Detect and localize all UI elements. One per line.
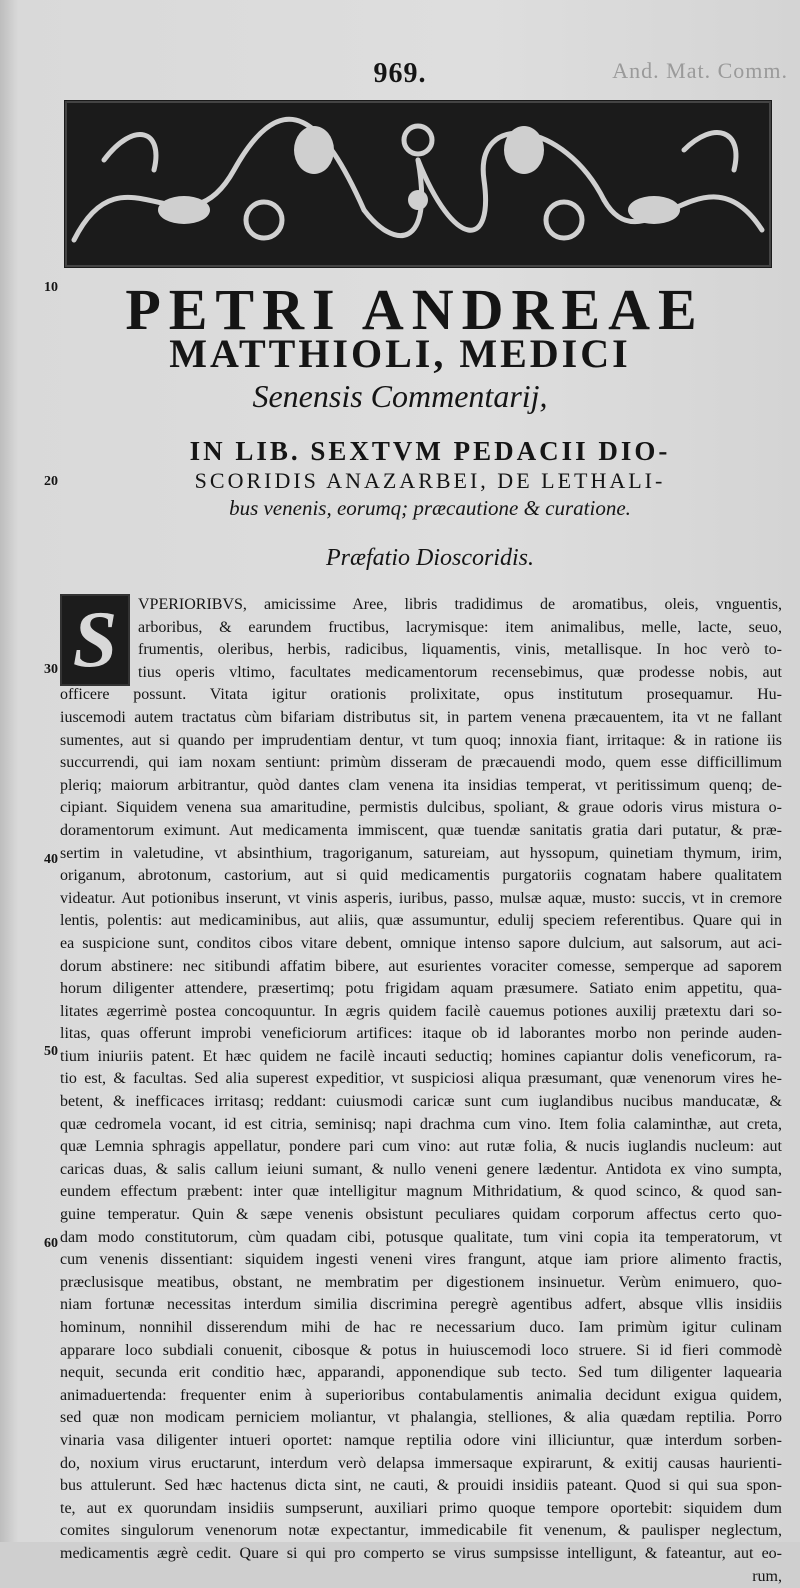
- text-line: ea suspicione sunt, conditos cibos vitare debent, omnique intenso sapore dulcium, aut salsorum, aut aci-: [60, 934, 782, 952]
- text-line: apparare loco subdiali conuenit, cibosque & potus in huiuscemodi loco struere. Si id fieri commodè: [60, 1341, 782, 1359]
- text-line: frumentis, oleribus, herbis, radicibus, liquamentis, vinis, metallisque. In hoc verò to-: [138, 641, 782, 659]
- title-line-5: SCORIDIS ANAZARBEI, DE LETHALI-: [194, 468, 666, 493]
- text-line: sumentes, aut si quando per imprudentiam dentur, vt tum quoq; innoxia fiant, irritaque: & in ratione iis: [60, 731, 782, 749]
- text-line: comites singulorum venenorum notæ expectantur, immedicabile fit venenum, & paulisper neglectum,: [60, 1522, 782, 1540]
- text-line: lentis, polentis: aut medicaminibus, aut aliis, quæ assumuntur, edulij speciem referentibus. Quare qui in: [60, 912, 782, 930]
- page-number: 969.: [373, 58, 427, 89]
- margin-number: 60: [44, 1236, 58, 1251]
- text-line: animaduertenda: frequenter enim à superioribus contabulamentis animalia decidunt exigua quidem,: [60, 1386, 782, 1404]
- margin-number: 30: [44, 662, 58, 677]
- title-line-4: IN LIB. SEXTVM PEDACII DIO-: [189, 436, 671, 466]
- title-line-6: bus venenis, eorumq; præcautione & curatione.: [229, 496, 631, 520]
- text-line: sed quæ non modicam perniciem moliantur, vt phalangia, stelliones, & alia quædam reptilia. Porro: [60, 1409, 782, 1427]
- title-line-3: Senensis Commentarij,: [252, 378, 548, 414]
- text-line: litas, quas offerunt improbi veneficiorum artifices: itaque ob id laborantes morbo non perinde auden-: [60, 1025, 782, 1043]
- text-line: tium iniuriis patent. Et hæc quidem ne facilè incauti seductiq; homines capiantur dolis veneficorum, ra-: [60, 1047, 782, 1065]
- text-line: betent, & inefficaces irritasq; reddant: cuiusmodi caricæ sunt cum iuglandibus nucibus manducatæ, &: [60, 1093, 782, 1111]
- text-line: medicamentis ægrè cedit. Quare si qui pro comperto se virus sumpsisse intelligunt, & fateantur, aut eo-: [60, 1544, 782, 1562]
- text-line: te, aut ex quorundam insidiis sumpserunt, auxiliari primo quoque tempore oportebit: siquidem dum: [60, 1499, 782, 1517]
- title-line-1: PETRI ANDREAE: [125, 277, 705, 342]
- text-line: doramentorum eximunt. Aut medicamenta immiscent, quæ tuendæ sanitatis gratia dari putatur, & præ-: [60, 821, 782, 839]
- text-line: tio est, & facultas. Sed alia superest expeditior, vt suspiciosi aliqua præsumant, quæ venenorum vires he-: [60, 1070, 782, 1088]
- text-line: nequit, secunda erit conditio hæc, apparandi, apponendique sub tecto. Sed tum diligenter laquearia: [60, 1364, 782, 1382]
- text-line: pleriq; maiorum arbitrantur, quòd dantes clam venena ita insidias temperat, vt peritissimum quenq; de-: [60, 776, 782, 794]
- text-line: officere possunt. Vitata igitur orationis prolixitate, opus institutum prosequamur. Hu-: [60, 686, 782, 704]
- text-line: quæ cedromela vocant, id est citria, seminisq; napi drachma cum vino. Item folia calaminthæ, aut creta,: [60, 1115, 782, 1133]
- text-line: dorum abstinere: nec sitibundi affatim bibere, aut esurientes voraciter comesse, semperque ad saporem: [60, 957, 782, 975]
- text-line: præclusisque meatibus, obstant, ne membratim per digestionem insinuetur. Verùm enimuero, quo-: [60, 1273, 782, 1291]
- text-line: litates ægerrimè postea concoquuntur. In ægris quidem facilè cauemus potiones auxilij prætextu dari so-: [60, 1002, 782, 1020]
- text-line: eundem effectum præbent: inter quæ intelligitur magnum Mithridatium, & quod scinco, & quod san-: [60, 1183, 782, 1201]
- text-line: hominum, nonnihil disserendum mihi de hac re necessarium duco. Iam primùm igitur culinam: [60, 1319, 782, 1336]
- text-line: dam modo constitutorum, cùm quadam cibi, potusque qualitate, tum vini copia ita temperatorum, vt: [60, 1228, 782, 1246]
- margin-number: 40: [44, 852, 58, 867]
- text-line: niam fortunæ necessitas interdum similia discrimina peregrè agentibus adfert, absque vllis insidiis: [60, 1296, 782, 1314]
- text-line: tius operis vltimo, facultates medicamentorum recensebimus, quæ prodesse nobis, aut: [138, 663, 782, 681]
- text-line: cum venenis dissentiant: siquidem ingesti veneni vires frangunt, atque iam priore alimento fractis,: [60, 1251, 782, 1269]
- text-line: caricas duas, & salis callum ieiuni sumant, & nullo veneni genere lædentur. Antidota ex vino sumpta,: [60, 1160, 782, 1178]
- text-line: horum diligenter attendere, præsertimq; potu frigidam aquam præsumere. Satiato enim appetitu, qua-: [60, 980, 782, 998]
- text-line: rum,: [752, 1567, 782, 1585]
- title-line-2: MATTHIOLI, MEDICI: [169, 331, 631, 376]
- body-text: [60, 594, 782, 1588]
- text-line: guine temperatur. Quin & sæpe venenis obsistunt peculiares quidam corporum affectus certo quo-: [60, 1206, 782, 1224]
- preface-heading: Præfatio Dioscoridis.: [325, 545, 535, 571]
- text-line: bus attulerunt. Sed hæc hactenus dicta sint, ne cauti, & prouidi insidiis pateant. Quod si qui sua spon-: [60, 1477, 782, 1495]
- text-line: succurrendi, qui iam noxam sentiunt: primùm disseram de præcauendi modo, quem esse difficillimum: [60, 754, 782, 772]
- decorated-initial-letter: S: [60, 594, 130, 686]
- text-line: do, noxium virus eructarunt, interdum verò delapsa immersaque expirarunt, & exitij causas haurienti-: [60, 1454, 782, 1472]
- text-line: VPERIORIBVS, amicissime Aree, libris tradidimus de aromatibus, oleis, vnguentis,: [138, 596, 782, 613]
- margin-number: 10: [44, 280, 58, 295]
- text-line: videatur. Aut potionibus inserunt, vt vinis asperis, iuribus, passo, mulsæ aquæ, musto: succis, vt in cremore: [60, 889, 782, 907]
- bleed-through-text: And. Mat. Comm.: [612, 58, 788, 83]
- text-line: sertim in valetudine, vt absinthium, tragoriganum, satureiam, aut hyssopum, quinetiam thymum, irim,: [60, 844, 782, 862]
- text-line: cipiant. Siquidem venena sua amaritudine, permistis dulcibus, spoliant, & graue odoris virus mistura o-: [60, 799, 782, 817]
- margin-number: 20: [44, 474, 58, 489]
- text-line: quæ Lemnia sphragis appellatur, pondere pari cum vino: aut rutæ folia, & nucis iuglandis nucleum: aut: [60, 1138, 782, 1156]
- text-line: arboribus, & earundem fructibus, lacrymisque: item animalibus, melle, lacte, seuo,: [138, 618, 782, 636]
- margin-number: 50: [44, 1044, 58, 1059]
- text-line: iuscemodi autem tractatus cùm bifariam distributus sit, in partem venena præcauentem, ita vt ne fallant: [60, 708, 782, 726]
- decorative-headpiece: [64, 100, 772, 268]
- text-line: origanum, abrotonum, castorium, aut si quid medicamentis purgatoriis cognatam habere qualitatem: [60, 867, 782, 885]
- text-line: vinaria vasa diligenter intueri oportet: namque reptilia odore vini illiciuntur, quæ interdum sorben-: [60, 1431, 782, 1449]
